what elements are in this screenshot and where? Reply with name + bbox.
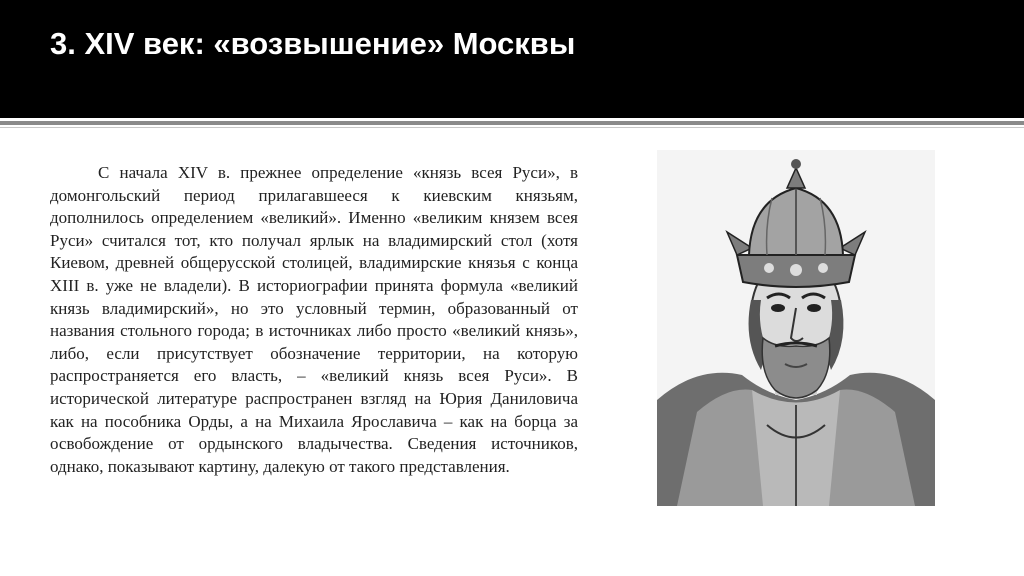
- title-divider-thick: [0, 121, 1024, 125]
- title-bar: [0, 0, 1024, 118]
- title-divider-thin: [0, 127, 1024, 128]
- body-paragraph: С начала XIV в. прежнее определение «князь всея Руси», в домонгольский период прилагавшееся к киевским князьям, дополнилось определением «великий». Именно «великим князем всея Руси» считался тот, кто получал ярлык на владимирский стол (хотя Киевом, древней общерусской столицей, владимирские князья с конца XIII в. уже не владели). В историографии принята формула «великий князь владимирский», но это условный термин, образованный от названия стольного города; в источниках либо просто «великий князь», либо, если присутствует обозначение территории, на которую распространяется его власть, – «великий князь всея Руси». В исторической литературе распространен взгляд на Юрия Даниловича как на пособника Орды, а на Михаила Ярославича – как на борца за освобождение от ордынского владычества. Сведения источников, однако, показывают картину, далекую от такого представления.: [50, 163, 578, 476]
- slide-title: 3. XIV век: «возвышение» Москвы: [50, 26, 576, 61]
- prince-portrait: [657, 150, 935, 506]
